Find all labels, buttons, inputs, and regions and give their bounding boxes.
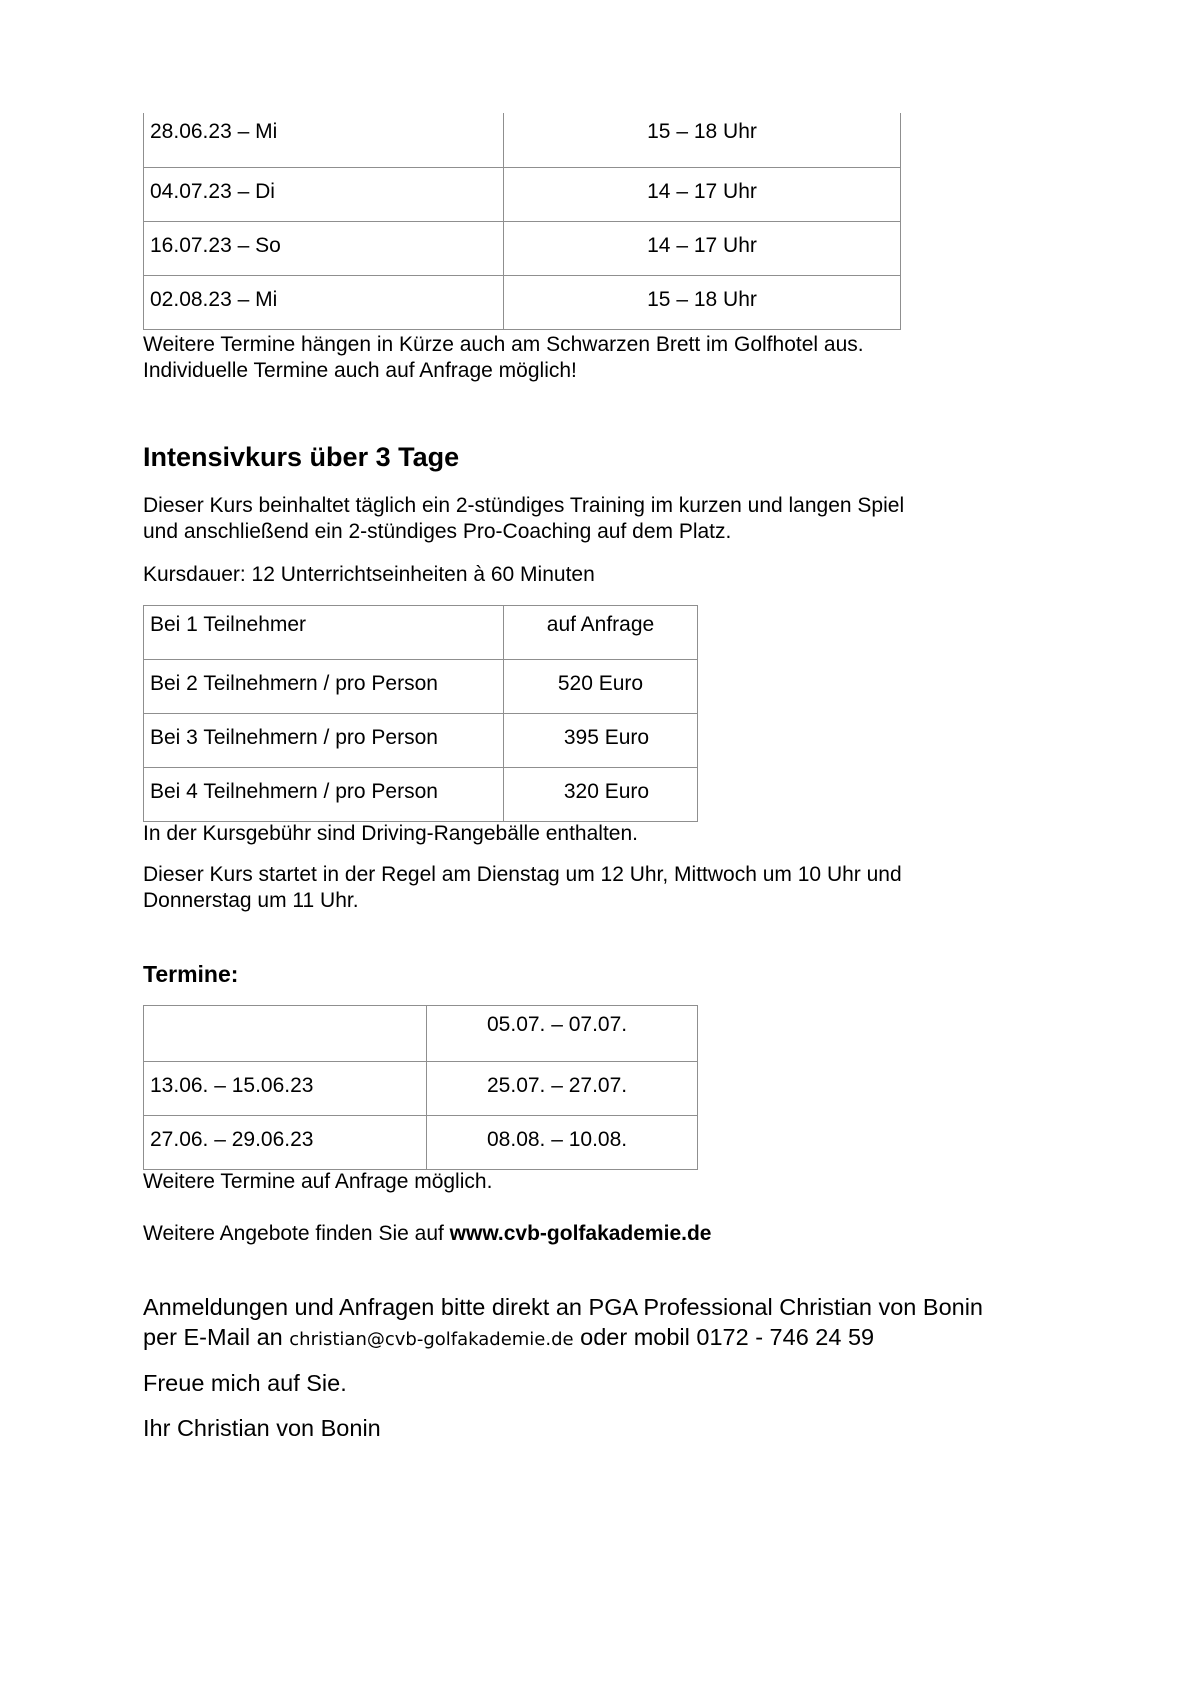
price-label: Bei 1 Teilnehmer — [144, 606, 504, 660]
schedule-time: 15 – 18 Uhr — [504, 275, 901, 329]
table-row — [144, 275, 901, 329]
dates-table — [143, 1005, 698, 1170]
price-value: 520 Euro — [504, 660, 698, 714]
course-duration: Kursdauer: 12 Unterrichtseinheiten à 60 Minuten — [143, 563, 595, 586]
intensive-desc-2: und anschließend ein 2-stündiges Pro-Coaching auf dem Platz. — [143, 520, 732, 543]
schedule-note-2: Individuelle Termine auch auf Anfrage möglich! — [143, 359, 577, 382]
table-row — [144, 1062, 698, 1116]
schedule-time: 15 – 18 Uhr — [504, 113, 901, 167]
greeting: Freue mich auf Sie. — [143, 1370, 347, 1396]
price-label: Bei 4 Teilnehmern / pro Person — [144, 768, 504, 822]
intensive-course-heading: Intensivkurs über 3 Tage — [143, 442, 460, 472]
price-label: Bei 2 Teilnehmern / pro Person — [144, 660, 504, 714]
dates-right: 05.07. – 07.07. — [427, 1006, 698, 1062]
table-row — [144, 714, 698, 768]
price-table — [143, 605, 698, 822]
price-value: 320 Euro — [504, 768, 698, 822]
dates-note: Weitere Termine auf Anfrage möglich. — [143, 1170, 493, 1193]
schedule-note-1: Weitere Termine hängen in Kürze auch am Schwarzen Brett im Golfhotel aus. — [143, 333, 864, 356]
dates-heading: Termine: — [143, 961, 239, 987]
table-row — [144, 221, 901, 275]
more-offers — [143, 1220, 711, 1247]
table-row — [144, 1006, 698, 1062]
intensive-desc-1: Dieser Kurs beinhaltet täglich ein 2-stündiges Training im kurzen und langen Spiel — [143, 494, 905, 517]
contact-phone: oder mobil 0172 - 746 24 59 — [573, 1324, 875, 1350]
dates-right: 08.08. – 10.08. — [427, 1116, 698, 1170]
price-label: Bei 3 Teilnehmern / pro Person — [144, 714, 504, 768]
dates-left: 27.06. – 29.06.23 — [144, 1116, 427, 1170]
schedule-date: 28.06.23 – Mi — [144, 113, 504, 167]
schedule-date: 16.07.23 – So — [144, 221, 504, 275]
website-link[interactable]: www.cvb-golfakademie.de — [449, 1222, 712, 1245]
contact-email-prefix: per E-Mail an — [143, 1324, 290, 1350]
dates-left — [144, 1006, 427, 1062]
dates-right: 25.07. – 27.07. — [427, 1062, 698, 1116]
contact-line-1: Anmeldungen und Anfragen bitte direkt an PGA Professional Christian von Bonin — [143, 1294, 983, 1320]
table-row — [144, 1116, 698, 1170]
table-row — [144, 660, 698, 714]
more-offers-text: Weitere Angebote finden Sie auf — [143, 1222, 450, 1245]
dates-left: 13.06. – 15.06.23 — [144, 1062, 427, 1116]
schedule-date: 04.07.23 – Di — [144, 167, 504, 221]
email-link[interactable]: christian@cvb-golfakademie.de — [289, 1329, 574, 1350]
table-row — [144, 167, 901, 221]
table-row — [144, 606, 698, 660]
signature: Ihr Christian von Bonin — [143, 1415, 381, 1441]
table-row — [144, 113, 901, 167]
price-value: 395 Euro — [504, 714, 698, 768]
course-start-2: Donnerstag um 11 Uhr. — [143, 889, 359, 912]
contact-line-2 — [143, 1322, 874, 1355]
course-start-1: Dieser Kurs startet in der Regel am Dienstag um 12 Uhr, Mittwoch um 10 Uhr und — [143, 863, 902, 886]
schedule-date: 02.08.23 – Mi — [144, 275, 504, 329]
included-note: In der Kursgebühr sind Driving-Rangebälle enthalten. — [143, 822, 638, 845]
schedule-table — [143, 113, 901, 330]
table-row — [144, 768, 698, 822]
schedule-time: 14 – 17 Uhr — [504, 167, 901, 221]
schedule-time: 14 – 17 Uhr — [504, 221, 901, 275]
price-value: auf Anfrage — [504, 606, 698, 660]
